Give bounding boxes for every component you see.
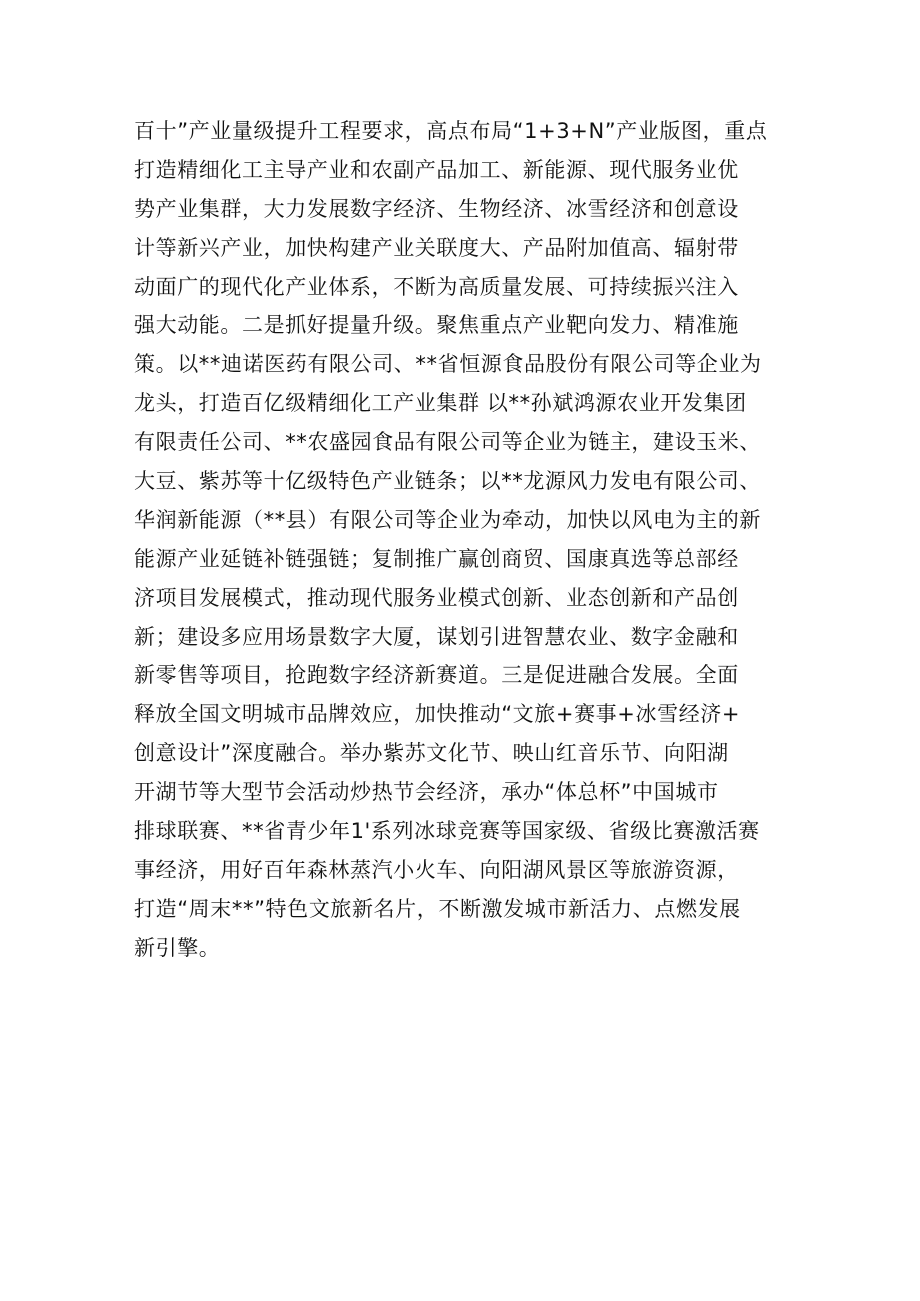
text-line: 济项目发展模式，推动现代服务业模式创新、业态创新和产品创: [134, 585, 739, 610]
text-line: 开湖节等大型节会活动炒热节会经济，承办“体总杯”中国城市: [134, 780, 719, 805]
text-line: 能源产业延链补链强链；复制推广赢创商贸、国康真选等总部经: [134, 546, 739, 571]
text-line: 有限责任公司、**农盛园食品有限公司等企业为链主，建设玉米、: [134, 430, 761, 455]
text-line: 大豆、紫苏等十亿级特色产业链条；以**龙源风力发电有限公司、: [134, 469, 761, 494]
text-line: 势产业集群，大力发展数字经济、生物经济、冰雪经济和创意设: [134, 196, 739, 221]
text-line: 新引擎。: [134, 935, 221, 960]
text-line: 计等新兴产业，加快构建产业关联度大、产品附加值高、辐射带: [134, 235, 739, 260]
text-line: 强大动能。二是抓好提量升级。聚焦重点产业靶向发力、精准施: [134, 313, 739, 338]
text-line: 打造“周末**”特色文旅新名片，不断激发城市新活力、点燃发展: [134, 896, 741, 921]
text-line: 打造精细化工主导产业和农副产品加工、新能源、现代服务业优: [134, 157, 739, 182]
text-line: 释放全国文明城市品牌效应，加快推动“文旅+赛事+冰雪经济+: [134, 702, 741, 727]
text-line: 策。以**迪诺医药有限公司、**省恒源食品股份有限公司等企业为: [134, 352, 762, 377]
body-paragraph: [134, 112, 794, 968]
text-line: 百十”产业量级提升工程要求，高点布局“1+3+N”产业版图，重点: [134, 119, 768, 143]
text-line: 排球联赛、**省青少年1'系列冰球竞赛等国家级、省级比赛激活赛: [134, 819, 760, 844]
text-line: 新零售等项目，抢跑数字经济新赛道。三是促进融合发展。全面: [134, 663, 739, 688]
text-line: 动面广的现代化产业体系，不断为高质量发展、可持续振兴注入: [134, 274, 739, 299]
text-line: 事经济，用好百年森林蒸汽小火车、向阳湖风景区等旅游资源，: [134, 857, 739, 882]
text-line: 龙头，打造百亿级精细化工产业集群 以**孙斌鸿源农业开发集团: [134, 391, 747, 416]
text-line: 华润新能源（**县）有限公司等企业为牵动，加快以风电为主的新: [134, 507, 761, 532]
text-line: 创意设计”深度融合。举办紫苏文化节、映山红音乐节、向阳湖: [134, 741, 729, 766]
text-line: 新；建设多应用场景数字大厦，谋划引进智慧农业、数字金融和: [134, 624, 739, 649]
